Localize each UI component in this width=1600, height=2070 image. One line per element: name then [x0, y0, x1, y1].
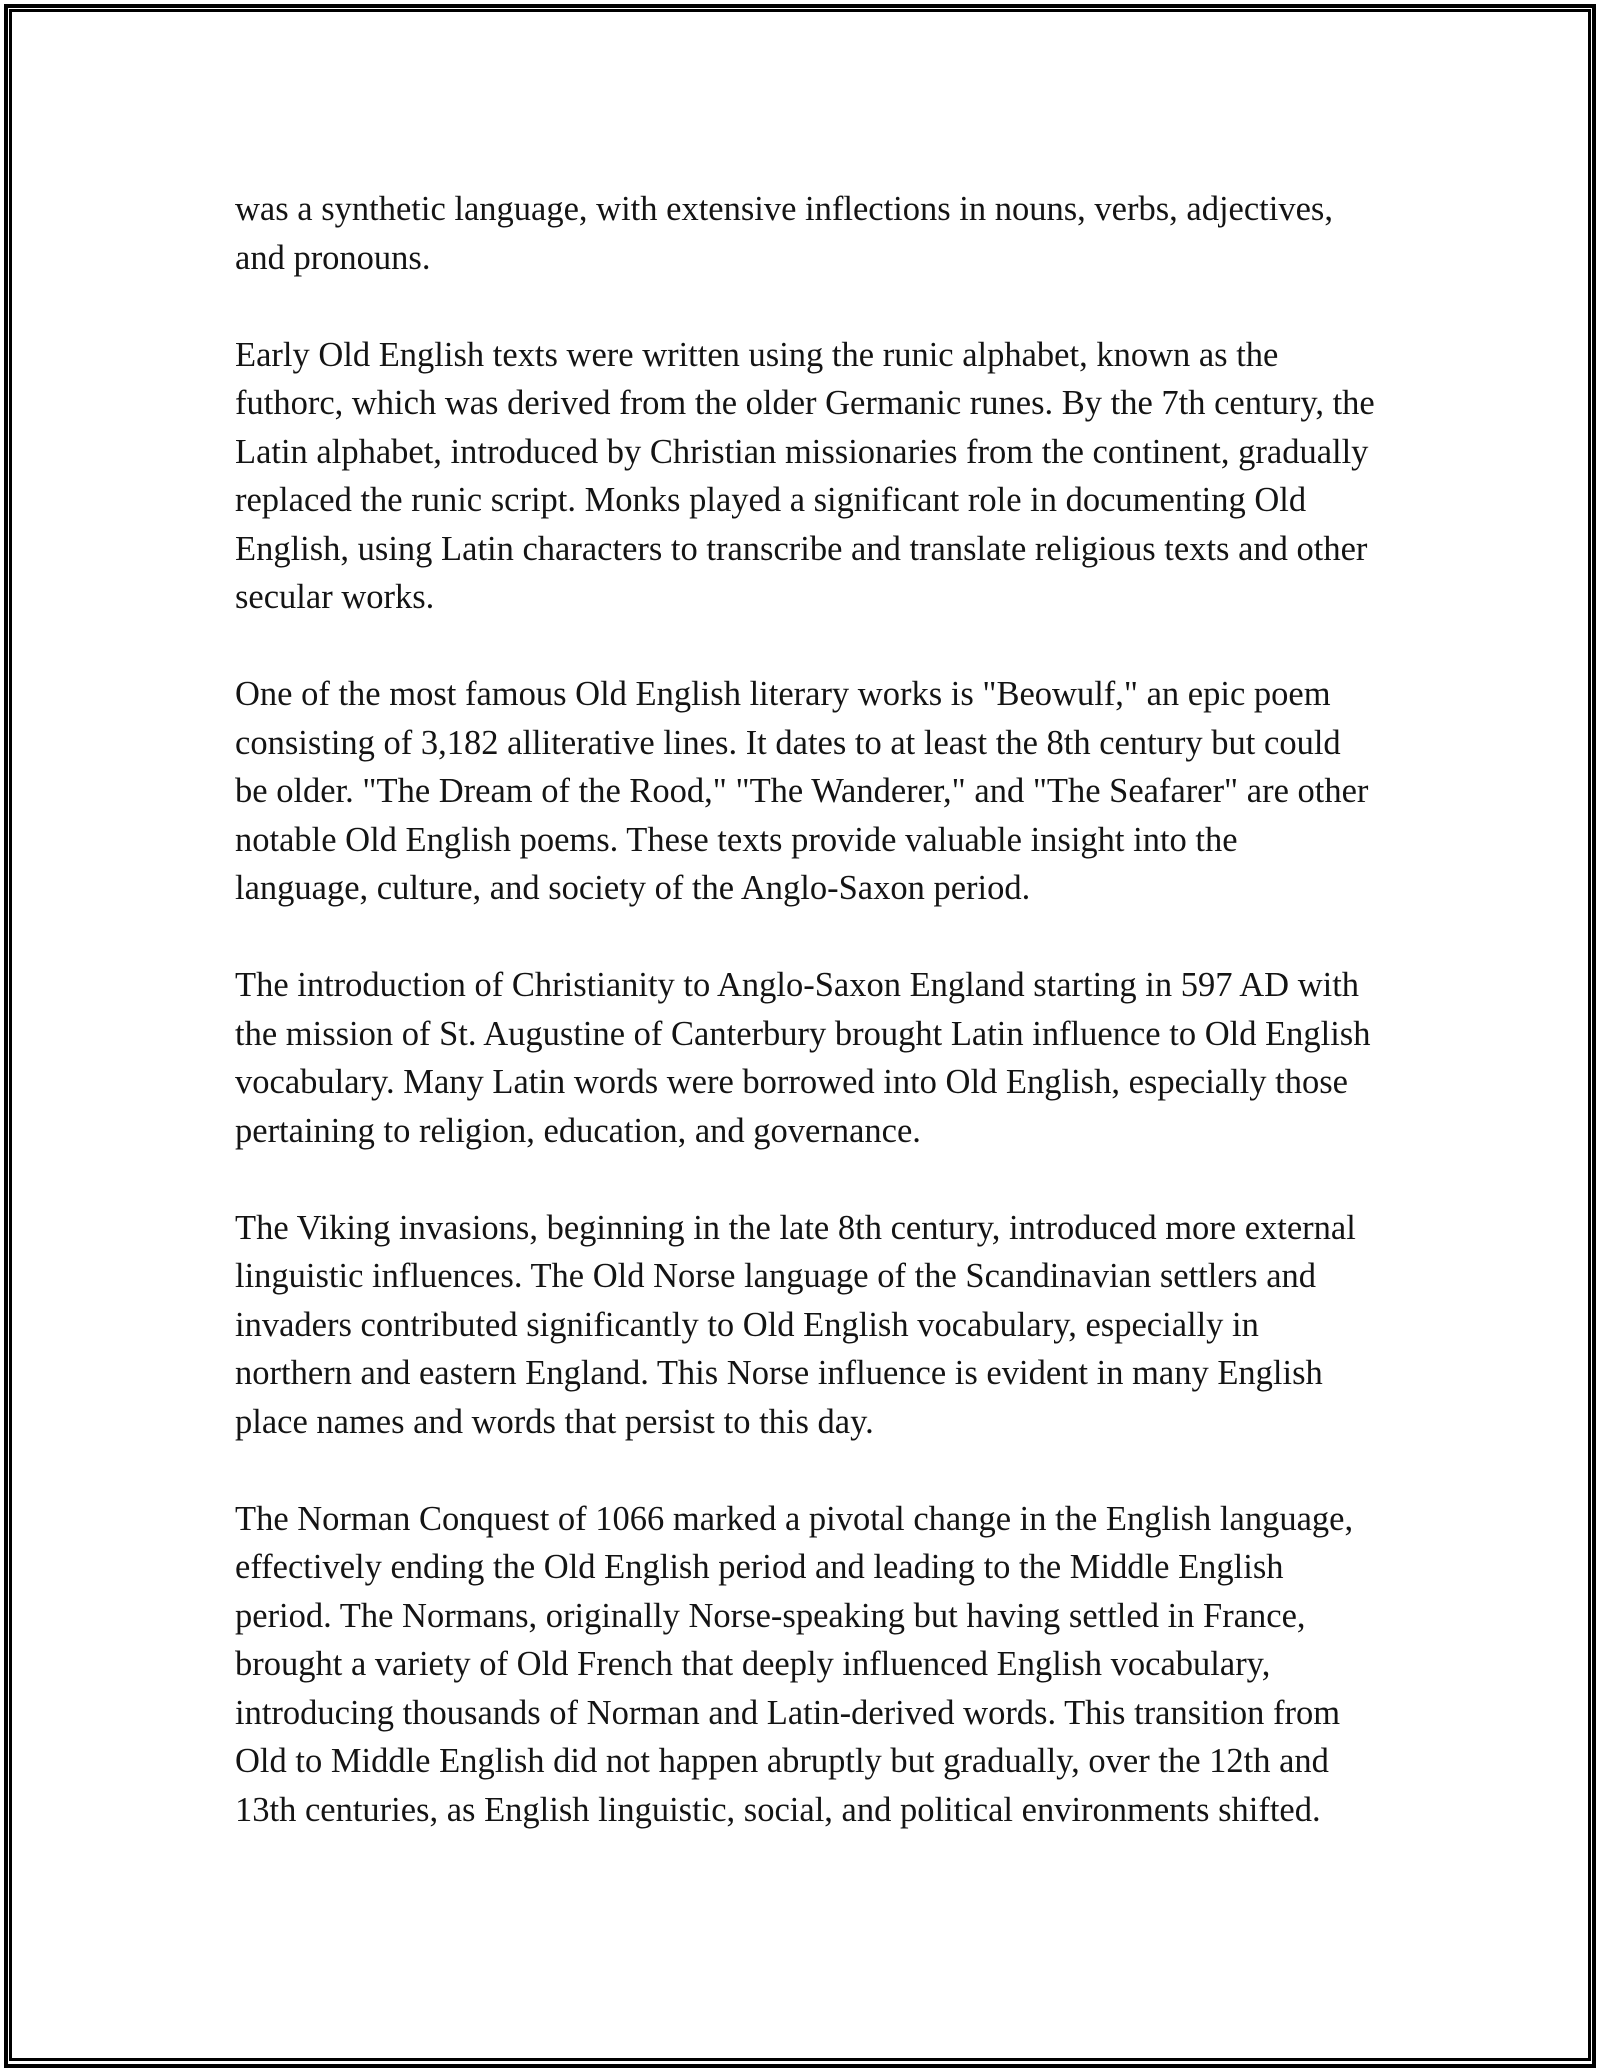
paragraph-3: One of the most famous Old English literary works is "Beowulf," an epic poem consisting of 3,182 alliterative lines. It dates to at least the 8th century but could be older. "The Dream of the Rood," "The Wanderer," and "The Seafarer" are other notable Old English poems. These texts provide valuable insight into the language, culture, and society of the Anglo-Saxon period.	[235, 675, 1369, 907]
paragraph-5: The Viking invasions, beginning in the late 8th century, introduced more external linguistic influences. The Old Norse language of the Scandinavian settlers and invaders contributed significantly to Old English vocabulary, especially in northern and eastern England. This Norse influence is evident in many English place names and words that persist to this day.	[235, 1208, 1356, 1441]
paragraph-6: The Norman Conquest of 1066 marked a pivotal change in the English language, effectively ending the Old English period and leading to the Middle English period. The Normans, originally Norse-speaking but having settled in France, brought a variety of Old French that deeply influenced English vocabulary, introducing thousands of Norman and Latin-derived words. This transition from Old to Middle English did not happen abruptly but gradually, over the 12th and 13th centuries, as English linguistic, social, and political environments shifted.	[235, 1499, 1354, 1829]
paragraph-1: was a synthetic language, with extensive inflections in nouns, verbs, adjectives, and pronouns.	[235, 190, 1333, 277]
document-body	[235, 185, 1375, 1834]
paragraph-4: The introduction of Christianity to Anglo-Saxon England starting in 597 AD with the mission of St. Augustine of Canterbury brought Latin influence to Old English vocabulary. Many Latin words were borrowed into Old English, especially those pertaining to religion, education, and governance.	[235, 966, 1371, 1150]
paragraph-2: Early Old English texts were written using the runic alphabet, known as the futhorc, which was derived from the older Germanic runes. By the 7th century, the Latin alphabet, introduced by Christian missionaries from the continent, gradually replaced the runic script. Monks played a significant role in documenting Old English, using Latin characters to transcribe and translate religious texts and other secular works.	[235, 335, 1375, 616]
